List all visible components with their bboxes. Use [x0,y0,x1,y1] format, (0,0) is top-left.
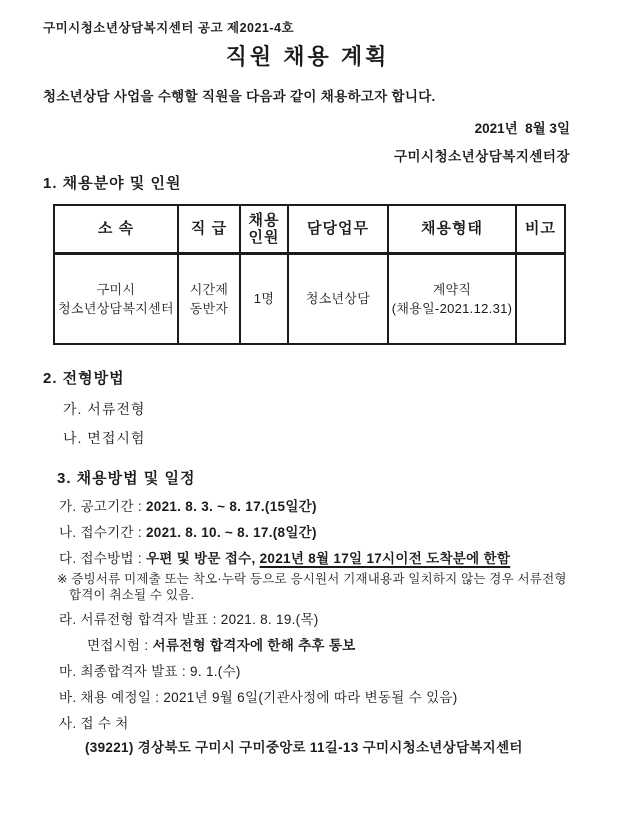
application-period-label: 나. 접수기간 : [59,525,146,540]
notice-period-line [43,498,572,516]
cell-employment-type: 계약직 (채용일-2021.12.31) [388,254,516,345]
hire-date-line: 바. 채용 예정일 : 2021년 9월 6일(기관사정에 따라 변동될 수 있음) [59,690,458,705]
cell-position: 시간제 동반자 [178,254,240,345]
application-method-value: 우편 및 방문 접수, [145,551,260,566]
cell-duty: 청소년상담 [288,254,388,345]
application-deadline-underlined: 2021년 8월 17일 17시이전 도착분에 한함 [259,551,511,566]
section2-heading: 2. 전형방법 [43,370,125,387]
application-method-line [43,550,572,568]
header-affiliation: 소 속 [54,205,178,254]
cell-note [516,254,565,345]
section2-item-interview: 나. 면접시험 [63,430,146,446]
cell-affiliation: 구미시 청소년상담복지센터 [54,254,178,345]
interview-notice-line [43,637,572,655]
reception-place-line: 사. 접 수 처 [59,716,129,731]
interview-notice-label: 면접시험 : [87,638,153,653]
application-method-label: 다. 접수방법 : [59,551,146,566]
section1-heading: 1. 채용분야 및 인원 [43,175,182,192]
header-openings: 채용 인원 [240,205,288,254]
document-result-line: 라. 서류전형 합격자 발표 : 2021. 8. 19.(목) [59,612,319,627]
table-header-row [54,205,565,254]
final-result-line: 마. 최종합격자 발표 : 9. 1.(수) [59,664,241,679]
section2-item-documents: 가. 서류전형 [63,401,146,417]
signer-title: 구미시청소년상담복지센터장 [393,149,570,164]
interview-notice-value: 서류전형 합격자에 한해 추후 통보 [152,638,356,653]
notice-period-value: 2021. 8. 3. ~ 8. 17.(15일간) [145,499,317,514]
section3-heading: 3. 채용방법 및 일정 [57,470,196,487]
header-position: 직 급 [178,205,240,254]
doc-number: 구미시청소년상담복지센터 공고 제2021-4호 [43,21,295,35]
table-row [54,254,565,345]
recruitment-table [53,204,566,345]
header-employment-type: 채용형태 [388,205,516,254]
application-period-line [43,524,572,542]
header-note: 비고 [516,205,565,254]
page-title: 직원 채용 계획 [225,44,390,69]
header-duty: 담당업무 [288,205,388,254]
disqualification-note: ※ 증빙서류 미제출 또는 착오·누락 등으로 응시원서 기재내용과 일치하지 않는 경우 서류전형 합격이 취소될 수 있음. [57,572,567,602]
application-period-value: 2021. 8. 10. ~ 8. 17.(8일간) [145,525,317,540]
reception-address: (39221) 경상북도 구미시 구미중앙로 11길-13 구미시청소년상담복지센터 [85,740,523,755]
notice-period-label: 가. 공고기간 : [59,499,146,514]
announcement-date: 2021년 8월 3일 [474,121,570,136]
cell-openings: 1명 [240,254,288,345]
recruitment-table-head [54,205,565,254]
intro-text: 청소년상담 사업을 수행할 직원을 다음과 같이 채용하고자 합니다. [43,89,436,104]
recruitment-table-body [54,254,565,345]
